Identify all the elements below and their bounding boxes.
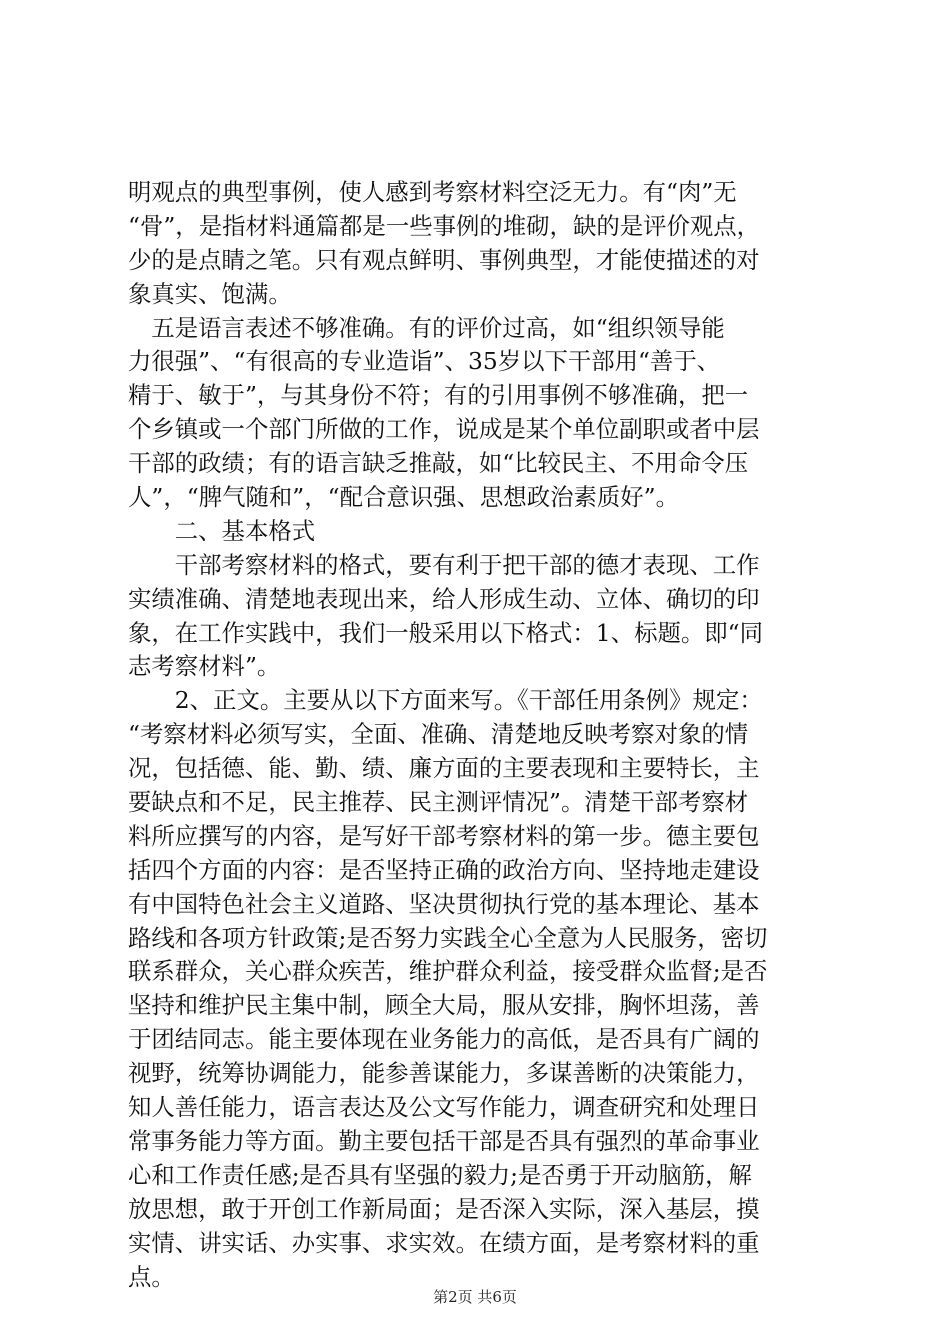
text-line: 实情、讲实话、办实事、求实效。在绩方面，是考察材料的重 (128, 1228, 760, 1257)
text-line: 精于、敏于”，与其身份不符；有的引用事例不够准确，把一 (128, 381, 749, 410)
text-line: 要缺点和不足，民主推荐、民主测评情况”。清楚干部考察材 (128, 788, 749, 817)
text-line: 联系群众，关心群众疾苦，维护群众利益，接受群众监督;是否 (128, 957, 768, 986)
text-line: 象，在工作实践中，我们一般采用以下格式：1、标题。即“同 (128, 618, 763, 647)
page-number-footer: 第2页 共6页 (433, 1288, 517, 1306)
text-line: “骨”，是指材料通篇都是一些事例的堆砌，缺的是评价观点， (128, 211, 761, 240)
text-line: 2、正文。主要从以下方面来写。《干部任用条例》规定： (128, 686, 763, 715)
text-line: 知人善任能力，语言表达及公文写作能力，调查研究和处理日 (128, 1093, 760, 1122)
text-line: 视野，统筹协调能力，能参善谋能力，多谋善断的决策能力， (128, 1059, 760, 1088)
text-line: 干部考察材料的格式，要有利于把干部的德才表现、工作 (128, 550, 760, 579)
text-line: 点。 (128, 1262, 175, 1291)
text-line: 象真实、饱满。 (128, 279, 292, 308)
text-line: 有中国特色社会主义道路、坚决贯彻执行党的基本理论、基本 (128, 889, 760, 918)
text-line: 常事务能力等方面。勤主要包括干部是否具有强烈的革命事业 (128, 1126, 760, 1155)
text-line: 人”，“脾气随和”，“配合意识强、思想政治素质好”。 (128, 483, 679, 512)
text-line: 个乡镇或一个部门所做的工作，说成是某个单位副职或者中层 (128, 415, 760, 444)
text-line: 志考察材料”。 (128, 652, 281, 681)
text-line: 料所应撰写的内容，是写好干部考察材料的第一步。德主要包 (128, 821, 760, 850)
text-line: 括四个方面的内容：是否坚持正确的政治方向、坚持地走建设 (128, 855, 760, 884)
text-line: 于团结同志。能主要体现在业务能力的高低，是否具有广阔的 (128, 1025, 760, 1054)
text-line: 力很强”、“有很高的专业造诣”、35岁以下干部用“善于、 (128, 347, 721, 376)
text-line: 少的是点睛之笔。只有观点鲜明、事例典型，才能使描述的对 (128, 245, 760, 274)
section-heading: 二、基本格式 (128, 516, 316, 545)
text-line: 实绩准确、清楚地表现出来，给人形成生动、立体、确切的印 (128, 584, 760, 613)
text-line: 五是语言表述不够准确。有的评价过高，如“组织领导能 (128, 313, 725, 342)
text-line: 坚持和维护民主集中制，顾全大局，服从安排，胸怀坦荡，善 (128, 991, 760, 1020)
text-line: 路线和各项方针政策;是否努力实践全心全意为人民服务，密切 (128, 923, 768, 952)
text-line: “考察材料必须写实，全面、准确、清楚地反映考察对象的情 (128, 720, 749, 749)
text-line: 放思想，敢于开创工作新局面；是否深入实际，深入基层，摸 (128, 1194, 760, 1223)
text-line: 干部的政绩；有的语言缺乏推敲，如“比较民主、不用命令压 (128, 449, 749, 478)
text-line: 心和工作责任感;是否具有坚强的毅力;是否勇于开动脑筋，解 (128, 1160, 752, 1189)
text-line: 况，包括德、能、勤、绩、廉方面的主要表现和主要特长，主 (128, 754, 760, 783)
body-text (128, 176, 838, 1294)
text-line: 明观点的典型事例，使人感到考察材料空泛无力。有“肉”无 (128, 178, 737, 206)
